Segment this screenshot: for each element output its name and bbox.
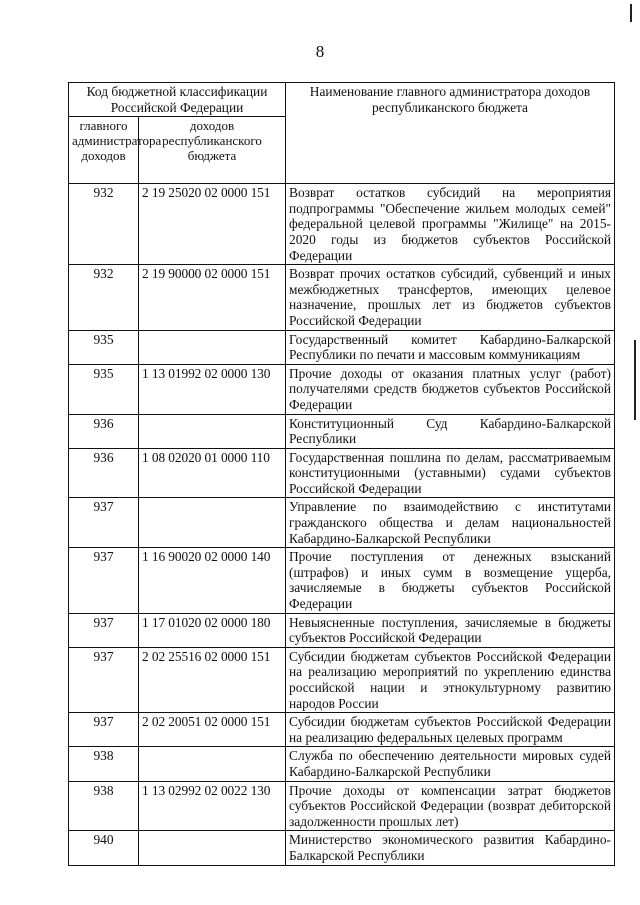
budget-code-cell xyxy=(139,414,286,448)
page-number: 8 xyxy=(315,42,325,61)
budget-code-cell xyxy=(139,831,286,865)
table-row xyxy=(69,548,615,613)
table-row xyxy=(69,414,615,448)
administrator-name-cell: Прочие поступления от денежных взысканий (штрафов) и иных сумм в возмещение ущерба, зачисляемые в бюджеты субъектов Российской Федерации xyxy=(286,548,615,613)
administrator-name-cell: Министерство экономического развития Кабардино-Балкарской Республики xyxy=(286,831,615,865)
admin-code-cell: 938 xyxy=(69,747,139,781)
administrator-name-cell: Невыясненные поступления, зачисляемые в бюджеты субъектов Российской Федерации xyxy=(286,613,615,647)
table-row xyxy=(69,647,615,712)
administrator-name-cell: Прочие доходы от компенсации затрат бюджетов субъектов Российской Федерации (возврат дебиторской задолженности прошлых лет) xyxy=(286,781,615,831)
admin-code-cell: 937 xyxy=(69,548,139,613)
scan-artifact-top xyxy=(630,4,632,22)
table-row xyxy=(69,613,615,647)
administrator-name-cell: Управление по взаимодействию с институтами гражданского общества и делам национальностей Кабардино-Балкарской Республики xyxy=(286,498,615,548)
table-row xyxy=(69,747,615,781)
admin-code-cell: 937 xyxy=(69,647,139,712)
header-administrator-name: Наименование главного администратора доходов республиканского бюджета xyxy=(286,83,615,184)
budget-code-cell: 1 13 02992 02 0022 130 xyxy=(139,781,286,831)
budget-code-cell: 1 16 90020 02 0000 140 xyxy=(139,548,286,613)
header-classification-code: Код бюджетной классификации Российской Федерации xyxy=(69,83,286,117)
table-row xyxy=(69,713,615,747)
administrator-name-cell: Государственный комитет Кабардино-Балкарской Республики по печати и массовым коммуникациям xyxy=(286,330,615,364)
administrator-name-cell: Конституционный Суд Кабардино-Балкарской Республики xyxy=(286,414,615,448)
budget-code-cell: 1 08 02020 01 0000 110 xyxy=(139,448,286,498)
admin-code-cell: 936 xyxy=(69,414,139,448)
table-row xyxy=(69,330,615,364)
budget-code-cell: 2 02 20051 02 0000 151 xyxy=(139,713,286,747)
budget-code-cell: 1 13 01992 02 0000 130 xyxy=(139,364,286,414)
table-row xyxy=(69,781,615,831)
table-row xyxy=(69,184,615,265)
table-row xyxy=(69,498,615,548)
budget-code-cell: 1 17 01020 02 0000 180 xyxy=(139,613,286,647)
admin-code-cell: 938 xyxy=(69,781,139,831)
administrator-name-cell: Возврат остатков субсидий на мероприятия подпрограммы "Обеспечение жильем молодых семей" федеральной целевой программы "Жилище" на 2015-2020 годы из бюджетов субъектов Российской Федерации xyxy=(286,184,615,265)
administrator-name-cell: Служба по обеспечению деятельности мировых судей Кабардино-Балкарской Республики xyxy=(286,747,615,781)
budget-code-cell xyxy=(139,330,286,364)
administrator-name-cell: Государственная пошлина по делам, рассматриваемым конституционными (уставными) судами субъектов Российской Федерации xyxy=(286,448,615,498)
admin-code-cell: 932 xyxy=(69,265,139,330)
header-budget-revenue: доходов республиканского бюджета xyxy=(139,117,286,184)
admin-code-cell: 932 xyxy=(69,184,139,265)
table-row xyxy=(69,265,615,330)
administrator-name-cell: Прочие доходы от оказания платных услуг (работ) получателями средств бюджетов субъектов Российской Федерации xyxy=(286,364,615,414)
table-row xyxy=(69,364,615,414)
admin-code-cell: 940 xyxy=(69,831,139,865)
admin-code-cell: 937 xyxy=(69,713,139,747)
scan-artifact-side xyxy=(634,340,636,420)
admin-code-cell: 935 xyxy=(69,330,139,364)
budget-code-cell xyxy=(139,498,286,548)
budget-code-cell: 2 19 90000 02 0000 151 xyxy=(139,265,286,330)
revenue-administrators-table xyxy=(68,82,615,866)
budget-code-cell: 2 19 25020 02 0000 151 xyxy=(139,184,286,265)
budget-code-cell xyxy=(139,747,286,781)
admin-code-cell: 936 xyxy=(69,448,139,498)
header-row-1 xyxy=(69,83,615,117)
budget-code-cell: 2 02 25516 02 0000 151 xyxy=(139,647,286,712)
admin-code-cell: 935 xyxy=(69,364,139,414)
header-main-administrator: главного администратора доходов xyxy=(69,117,139,184)
administrator-name-cell: Возврат прочих остатков субсидий, субвенций и иных межбюджетных трансфертов, имеющих целевое назначение, прошлых лет из бюджетов субъектов Российской Федерации xyxy=(286,265,615,330)
table-row xyxy=(69,448,615,498)
admin-code-cell: 937 xyxy=(69,613,139,647)
admin-code-cell: 937 xyxy=(69,498,139,548)
administrator-name-cell: Субсидии бюджетам субъектов Российской Федерации на реализацию мероприятий по укреплению единства российской нации и этнокультурному развитию народов России xyxy=(286,647,615,712)
administrator-name-cell: Субсидии бюджетам субъектов Российской Федерации на реализацию федеральных целевых программ xyxy=(286,713,615,747)
table-row xyxy=(69,831,615,865)
